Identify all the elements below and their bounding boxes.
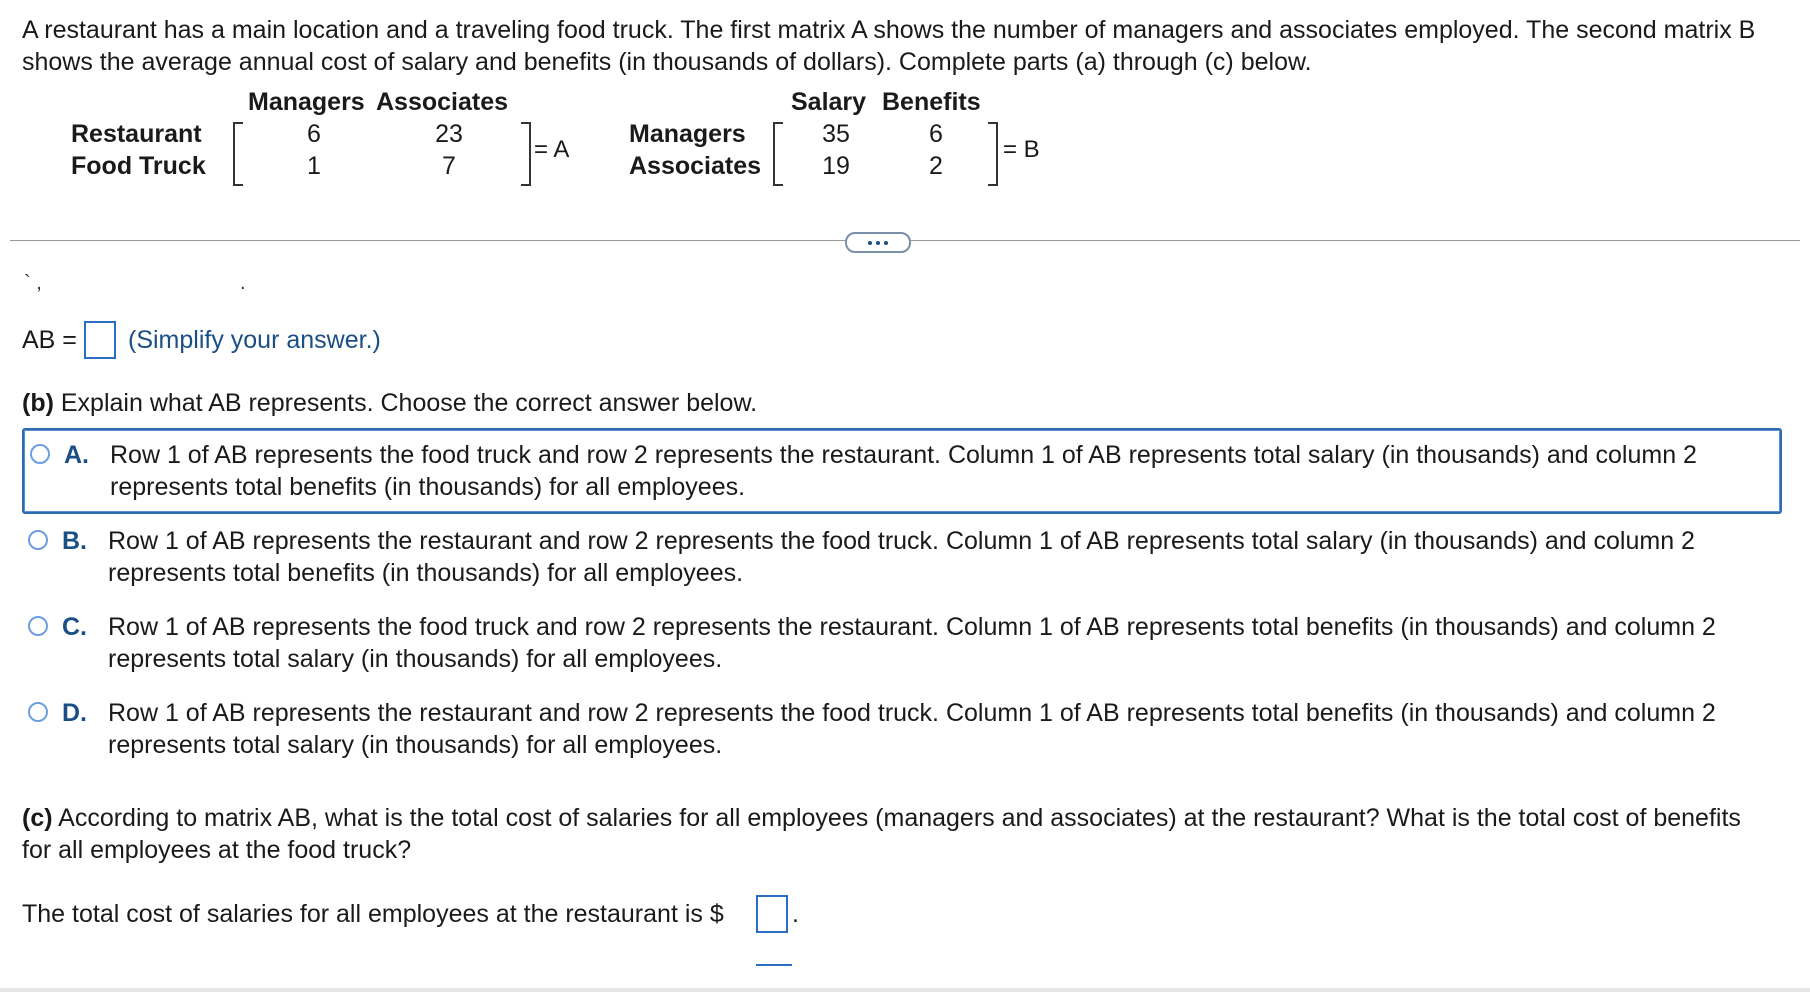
part-b-label: (b): [22, 389, 54, 417]
bottom-scroll-edge: [0, 988, 1810, 992]
option-c-text: Row 1 of AB represents the food truck and row 2 represents the restaurant. Column 1 of AB represents total benefits (in thousands) and column 2 represents total salary (in thousands) for all employees.: [108, 613, 1716, 673]
part-c-prompt: According to matrix AB, what is the total cost of salaries for all employees (managers and associates) at the restaurant? What is the total cost of benefits for all employees at the food truck?: [22, 804, 1741, 864]
salary-answer-suffix: .: [792, 900, 799, 928]
option-d-text: Row 1 of AB represents the restaurant and row 2 represents the food truck. Column 1 of AB represents total benefits (in thousands) and column 2 represents total salary (in thousands) for all employees.: [108, 699, 1716, 759]
matrix-b-col-header-benefits: Benefits: [882, 88, 981, 116]
matrix-a-col-header-managers: Managers: [248, 88, 365, 116]
option-b-text: Row 1 of AB represents the restaurant and row 2 represents the food truck. Column 1 of AB represents total salary (in thousands) and column 2 represents total benefits (in thousands) for all employees.: [108, 527, 1695, 587]
matrix-b-row-header-associates: Associates: [629, 152, 762, 180]
option-c[interactable]: [22, 602, 1782, 688]
ellipsis-dot-icon: [868, 241, 872, 245]
part-b-prompt: Explain what AB represents. Choose the correct answer below.: [60, 389, 758, 417]
matrix-b-left-bracket: [773, 122, 783, 186]
matrix-a-cell-1-1: 6: [307, 120, 321, 148]
clipped-text-fragment: ` ,: [24, 272, 42, 294]
clipped-text-fragment: .: [240, 272, 246, 294]
ellipsis-dot-icon: [884, 241, 888, 245]
show-more-button[interactable]: [845, 232, 911, 253]
next-input-indicator: [756, 964, 792, 966]
matrix-a-row-header-restaurant: Restaurant: [71, 120, 202, 148]
radio-button-b[interactable]: [28, 530, 48, 550]
ab-answer-input[interactable]: [84, 321, 116, 359]
option-a-text: Row 1 of AB represents the food truck and row 2 represents the restaurant. Column 1 of AB represents total salary (in thousands) and column 2 represents total benefits (in thousands) for all employees.: [110, 441, 1697, 501]
ellipsis-dot-icon: [876, 241, 880, 245]
matrix-a-col-header-associates: Associates: [376, 88, 509, 116]
matrix-b-label: = B: [1003, 136, 1040, 163]
option-b[interactable]: [22, 516, 1782, 602]
part-c-label: (c): [22, 804, 53, 832]
option-d[interactable]: [22, 688, 1782, 774]
matrix-b-cell-2-1: 19: [822, 152, 850, 180]
problem-statement: A restaurant has a main location and a traveling food truck. The first matrix A shows the number of managers and associates employed. The second matrix B shows the average annual cost of salary and benefits (in thousands of dollars). Complete parts (a) through (c) below.: [22, 16, 1756, 76]
option-d-letter: D.: [62, 699, 87, 727]
matrix-a-label: = A: [534, 136, 570, 163]
option-a-letter: A.: [64, 441, 89, 469]
restaurant-salary-input[interactable]: [756, 895, 788, 933]
matrix-a-left-bracket: [233, 122, 243, 186]
ab-label: AB =: [22, 326, 77, 354]
matrix-a-right-bracket: [521, 122, 531, 186]
matrix-b-right-bracket: [988, 122, 998, 186]
matrix-b-cell-2-2: 2: [929, 152, 943, 180]
option-c-letter: C.: [62, 613, 87, 641]
salary-answer-prefix: The total cost of salaries for all employees at the restaurant is $: [22, 900, 724, 928]
radio-button-c[interactable]: [28, 616, 48, 636]
matrix-b-col-header-salary: Salary: [791, 88, 867, 116]
part-c-question: [22, 802, 1762, 866]
part-b-question: [22, 389, 757, 418]
matrix-a-cell-1-2: 23: [435, 120, 463, 148]
matrix-a-cell-2-1: 1: [307, 152, 321, 180]
radio-button-a[interactable]: [30, 444, 50, 464]
simplify-hint: (Simplify your answer.): [128, 326, 381, 354]
matrix-a-row-header-food-truck: Food Truck: [71, 152, 206, 180]
radio-button-d[interactable]: [28, 702, 48, 722]
matrix-b-cell-1-2: 6: [929, 120, 943, 148]
option-a[interactable]: [22, 428, 1782, 514]
matrix-b-cell-1-1: 35: [822, 120, 850, 148]
matrix-a-cell-2-2: 7: [442, 152, 456, 180]
option-b-letter: B.: [62, 527, 87, 555]
matrix-b-row-header-managers: Managers: [629, 120, 746, 148]
